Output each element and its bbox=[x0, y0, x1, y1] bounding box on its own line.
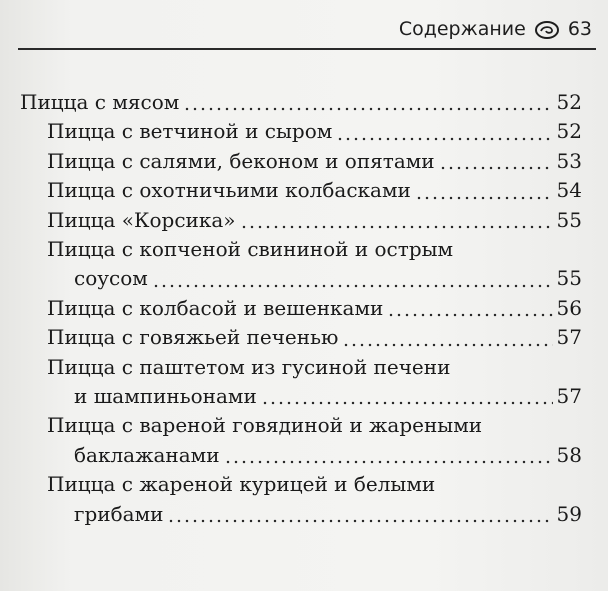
header-divider bbox=[18, 48, 596, 50]
toc-entry-title: Пицца «Корсика» bbox=[47, 207, 236, 232]
section-title: Содержание bbox=[398, 18, 526, 40]
toc-entry bbox=[20, 323, 582, 352]
toc-entry-page: 59 bbox=[556, 501, 582, 526]
toc-entry-title-line2: соусом bbox=[74, 266, 148, 291]
toc-entry-title-line2: грибами bbox=[74, 501, 164, 526]
toc-entry-title-line1: Пицца с жареной курицей и белыми bbox=[47, 472, 436, 497]
toc-entry-page: 55 bbox=[556, 266, 582, 291]
toc-entry bbox=[20, 206, 582, 235]
toc-entry-continuation bbox=[20, 441, 582, 470]
dot-leader bbox=[152, 284, 553, 288]
toc-entry-page: 56 bbox=[556, 295, 582, 320]
toc-entry-page: 57 bbox=[556, 325, 582, 350]
toc-entry-title-line1: Пицца с паштетом из гусиной печени bbox=[47, 354, 451, 379]
dot-leader bbox=[387, 313, 552, 317]
page-number: 63 bbox=[567, 18, 592, 40]
dot-leader bbox=[167, 519, 552, 523]
toc-entry-title-line2: и шампиньонами bbox=[74, 384, 257, 409]
dot-leader bbox=[415, 196, 553, 200]
toc-entry-multiline bbox=[20, 353, 582, 412]
dot-leader bbox=[224, 460, 553, 464]
toc-entry-page: 58 bbox=[556, 442, 582, 467]
table-of-contents bbox=[20, 88, 582, 529]
toc-entry-continuation bbox=[20, 264, 582, 293]
toc-entry-title: Пицца с говяжьей печенью bbox=[47, 325, 339, 350]
toc-entry-title: Пицца с охотничьими колбасками bbox=[47, 178, 411, 203]
dot-leader bbox=[342, 343, 552, 347]
toc-entry bbox=[20, 117, 582, 146]
dot-leader bbox=[439, 166, 553, 170]
toc-entry-page: 52 bbox=[556, 119, 582, 144]
toc-entry-multiline bbox=[20, 235, 582, 294]
toc-entry-continuation bbox=[20, 382, 582, 411]
toc-entry bbox=[20, 147, 582, 176]
toc-entry-continuation bbox=[20, 500, 582, 529]
toc-entry-multiline bbox=[20, 470, 582, 529]
dot-leader bbox=[261, 401, 553, 405]
toc-entry-title: Пицца с колбасой и вешенками bbox=[47, 295, 384, 320]
toc-entry-title-line2: баклажанами bbox=[74, 442, 220, 467]
toc-entry bbox=[20, 88, 582, 117]
toc-entry-page: 55 bbox=[556, 207, 582, 232]
toc-entry-multiline bbox=[20, 411, 582, 470]
dot-leader bbox=[240, 225, 553, 229]
toc-entry-page: 52 bbox=[556, 90, 582, 114]
running-header bbox=[399, 14, 592, 44]
toc-entry bbox=[20, 294, 582, 323]
toc-entry bbox=[20, 176, 582, 205]
toc-entry-page: 57 bbox=[556, 384, 582, 409]
toc-entry-page: 54 bbox=[556, 178, 582, 203]
toc-entry-title: Пицца с ветчиной и сыром bbox=[47, 119, 333, 144]
dot-leader bbox=[336, 137, 552, 141]
dot-leader bbox=[183, 107, 552, 111]
toc-entry-title: Пицца с мясом bbox=[20, 90, 180, 114]
toc-entry-page: 53 bbox=[556, 148, 582, 173]
toc-entry-title-line1: Пицца с копченой свининой и острым bbox=[47, 237, 454, 262]
toc-entry-title: Пицца с салями, беконом и опятами bbox=[47, 148, 435, 173]
spiral-logo-icon bbox=[534, 18, 560, 40]
toc-entry-title-line1: Пицца с вареной говядиной и жареными bbox=[47, 413, 483, 438]
